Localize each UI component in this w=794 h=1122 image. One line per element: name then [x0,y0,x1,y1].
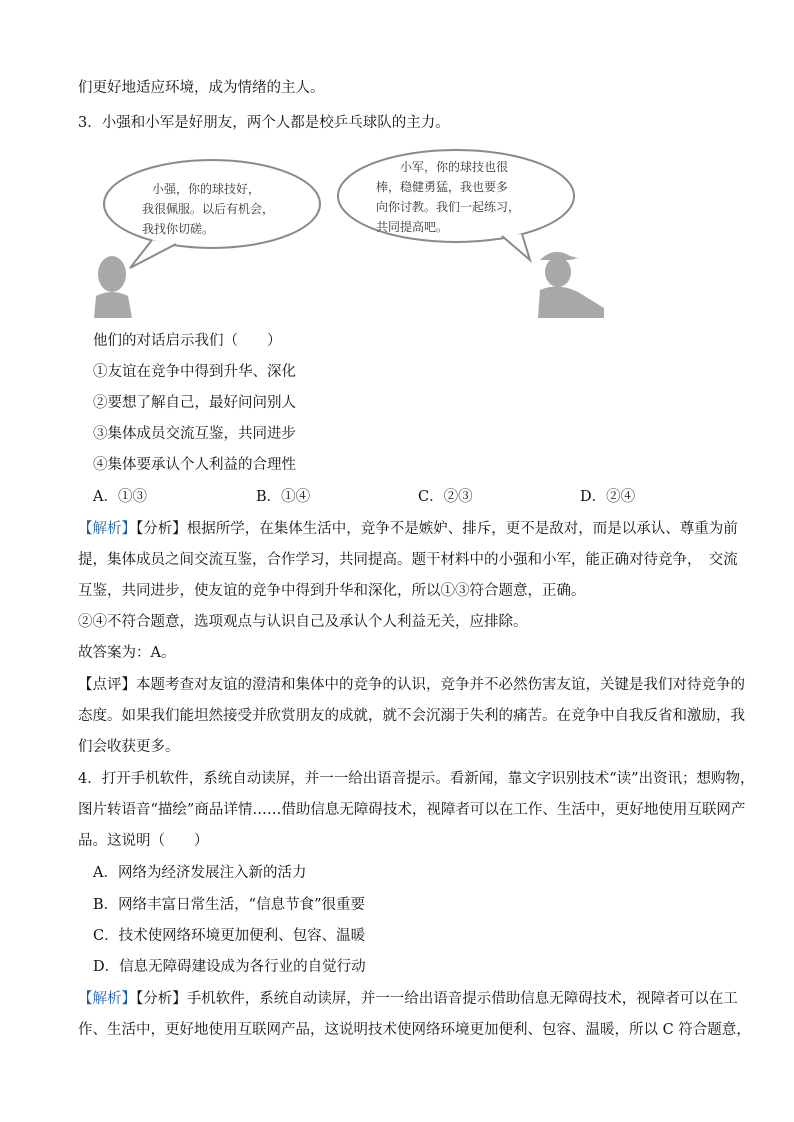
analysis-line: ②④不符合题意，选项观点与认识自己及承认个人利益无关，应排除。 [78,614,528,630]
analysis-text: 【分析】根据所学，在集体生活中，竞争不是嫉妒、排斥，更不是敌对，而是以承认、尊重为前 [136,521,738,537]
right-bubble-line: 棒，稳健勇猛，我也要多 [376,180,509,194]
analysis-tag: 【解析】 [78,991,136,1007]
right-bubble-line: 共同提高吧。 [376,220,449,234]
question-3-option-a: A．①③ [93,489,147,505]
question-4-option-d: D．信息无障碍建设成为各行业的自觉行动 [93,959,366,975]
question-3-item: ③集体成员交流互鉴，共同进步 [93,426,296,442]
question-4-option-c: C．技术使网络环境更加便利、包容、温暖 [93,928,366,944]
answer-line: 故答案为：A。 [78,645,176,661]
analysis-line: 互鉴，共同进步，使友谊的竞争中得到升华和深化，所以①③符合题意，正确。 [78,583,586,599]
question-3-item: ①友谊在竞争中得到升华、深化 [93,364,296,380]
left-person-silhouette [94,256,132,318]
left-bubble-tail [130,240,176,268]
left-bubble-line: 我找你切磋。 [142,222,215,236]
right-person-silhouette [538,252,604,318]
dialogue-illustration [92,148,612,318]
comment-line: 态度。如果我们能坦然接受并欣赏朋友的成就，就不会沉溺于失利的痛苦。在竞争中自我反省和激励，我 [78,708,745,724]
question-3-item: ④集体要承认个人利益的合理性 [93,457,296,473]
analysis-text: 【分析】手机软件，系统自动读屏，并一一给出语音提示借助信息无障碍技术，视障者可以在工 [136,991,738,1007]
question-4-option-b: B．网络丰富日常生活，“信息节食”很重要 [93,897,365,913]
analysis-line: 作、生活中，更好地使用互联网产品，这说明技术使网络环境更加便利、包容、温暖，所以 C 符合题意， [78,1022,751,1038]
question-3-option-d: D．②④ [580,489,636,505]
analysis-line [78,989,738,1009]
question-3-item: ②要想了解自己，最好问问别人 [93,395,296,411]
analysis-tag: 【解析】 [78,521,136,537]
question-4-stem: 图片转语音“描绘”商品详情……借助信息无障碍技术，视障者可以在工作、生活中，更好地使用互联网产 [78,802,746,818]
left-bubble-line: 我很佩服。以后有机会， [142,202,275,216]
question-3-stem: 3．小强和小军是好朋友，两个人都是校乒乓球队的主力。 [78,115,450,131]
analysis-line: 提，集体成员之间交流互鉴，合作学习，共同提高。题干材料中的小强和小军，能正确对待竞争， 交流 [78,552,738,568]
question-4-stem: 4．打开手机软件，系统自动读屏，并一一给出语音提示。看新闻，靠文字识别技术“读”出资讯；想购物， [78,771,755,787]
right-bubble-tail [502,234,530,260]
comment-line: 【点评】本题考查对友谊的澄清和集体中的竞争的认识，竞争并不必然伤害友谊，关键是我们对待竞争的 [78,677,745,693]
text-line: 们更好地适应环境，成为情绪的主人。 [78,80,325,96]
question-3-option-b: B．①④ [256,489,311,505]
question-3-prompt: 他们的对话启示我们（ ） [93,333,282,349]
comment-line: 们会收获更多。 [78,739,180,755]
question-4-option-a: A．网络为经济发展注入新的活力 [93,865,307,881]
right-bubble-line: 向你讨教。我们一起练习， [376,200,521,214]
question-4-stem: 品。这说明（ ） [78,833,209,849]
right-bubble-line: 小军，你的球技也很 [400,160,509,174]
left-bubble-line: 小强，你的球技好， [152,182,261,196]
question-3-option-c: C．②③ [418,489,473,505]
analysis-line [78,519,738,539]
